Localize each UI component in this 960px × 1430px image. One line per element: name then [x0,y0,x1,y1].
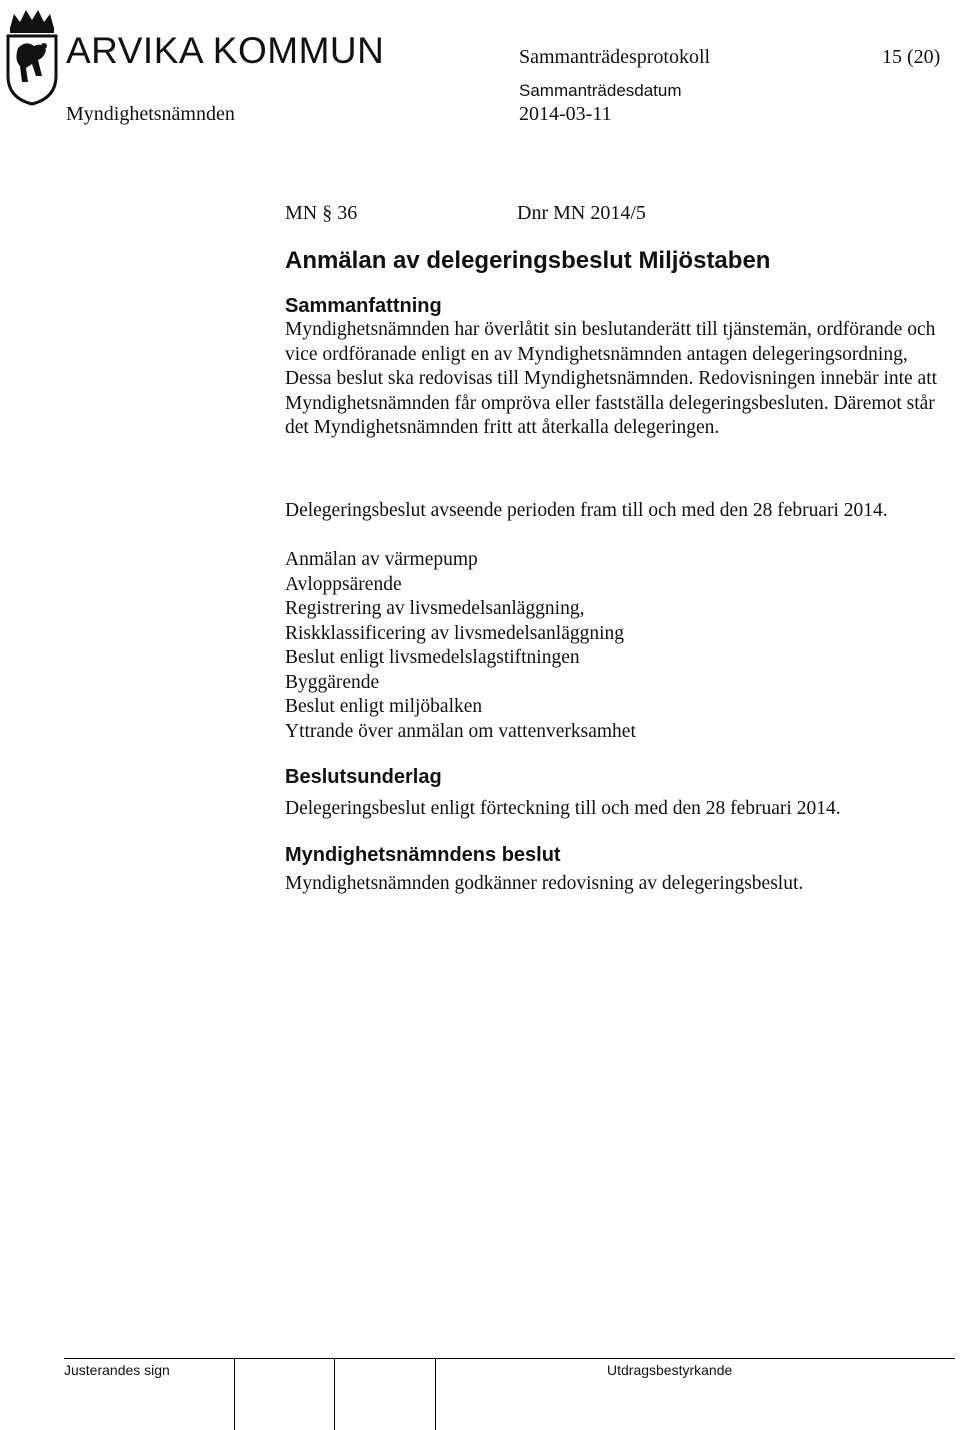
decision-heading: Myndighetsnämndens beslut [285,844,561,866]
list-item: Avloppsärende [285,573,402,595]
list-item: Yttrande över anmälan om vattenverksamhet [285,720,636,742]
list-item: Riskklassificering av livsmedelsanläggning [285,622,625,644]
list-item: Anmälan av värmepump [285,549,478,570]
document-type: Sammanträdesprotokoll [519,46,711,68]
list-item: Beslut enligt livsmedelslagstiftningen [285,647,580,668]
list-item: Beslut enligt miljöbalken [285,696,483,717]
summary-heading: Sammanfattning [285,295,442,317]
footer-divider [334,1358,335,1430]
justerandes-sign-label: Justerandes sign [64,1362,170,1378]
decision-text: Myndighetsnämnden godkänner redovisning av delegeringsbeslut. [285,873,804,894]
case-dnr: Dnr MN 2014/5 [517,202,646,224]
list-item: Byggärende [285,671,380,693]
footer-divider [234,1358,235,1430]
page-title: Anmälan av delegeringsbeslut Miljöstaben [285,247,771,274]
list-item: Registrering av livsmedelsanläggning, [285,598,585,619]
summary-text: Myndighetsnämnden har överlåtit sin beslutanderätt till tjänstemän, ordförande och vice ordföranade enligt en av Myndighetsnämnden antagen delegeringsordning, Dessa beslut ska redovisas till Myndighetsnämnden. Redovisningen innebär inte att Myndighetsnämnden får ompröva eller fastställa delegeringsbesluten. Däremot står det Myndighetsnämnden fritt att återkalla delegeringen. [285,319,938,439]
decision-list [285,548,636,744]
date-label: Sammanträdesdatum [519,81,682,100]
footer-divider [435,1358,436,1430]
period-text: Delegeringsbeslut avseende perioden fram till och med den 28 februari 2014. [285,500,888,521]
committee-name: Myndighetsnämnden [66,103,235,125]
utdragsbestyrkande-label: Utdragsbestyrkande [607,1362,733,1378]
case-number: MN § 36 [285,202,358,224]
logo-text: ARVIKA KOMMUN [66,30,385,71]
footer-rule [64,1358,955,1359]
page-number: 15 (20) [882,46,941,68]
basis-text: Delegeringsbeslut enligt förteckning till och med den 28 februari 2014. [285,798,841,819]
meeting-date: 2014-03-11 [519,103,612,125]
coat-of-arms-icon [4,6,60,106]
basis-heading: Beslutsunderlag [285,766,442,788]
